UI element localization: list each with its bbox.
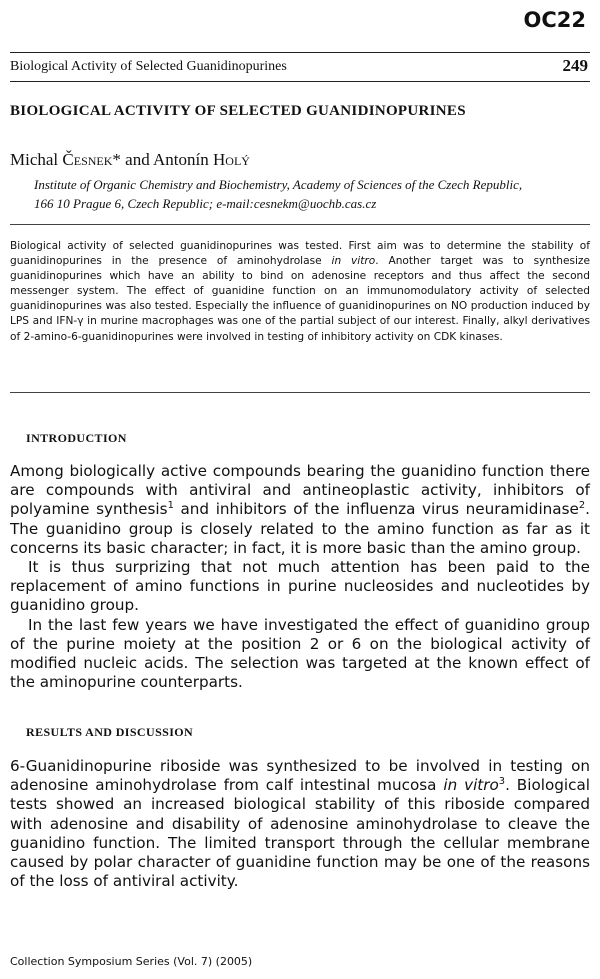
- author-2-first: Antonín: [153, 150, 214, 169]
- citation-ref-3: 3: [498, 776, 506, 788]
- abstract: [10, 239, 590, 345]
- header-rule-top: [10, 52, 590, 53]
- abstract-rule-bottom: [10, 392, 590, 393]
- intro-p1-text-c: . The guanidino group is closely related to the amino function as far as it concerns its basic character; in fact, it is more basic than the amino group.: [10, 500, 590, 557]
- corresponding-mark: *: [112, 150, 121, 169]
- citation-ref-1: 1: [167, 500, 174, 512]
- intro-p1-text-a: Among biologically active compounds bearing the guanidino function there are compounds with antiviral and antineoplastic activity, inhibitors of polyamine synthesis: [10, 462, 590, 519]
- conference-code: OC22: [523, 8, 586, 32]
- results-heading: RESULTS AND DISCUSSION: [26, 725, 194, 739]
- abstract-rule-top: [10, 224, 590, 225]
- affiliation-line-1: Institute of Organic Chemistry and Biochemistry, Academy of Sciences of the Czech Republic,: [34, 177, 523, 192]
- results-paragraph-1: [10, 757, 590, 891]
- footer-series: Collection Symposium Series (Vol. 7) (2005): [10, 955, 253, 968]
- introduction-paragraph-3: In the last few years we have investigated the effect of guanidino group of the purine moiety at the position 2 or 6 on the biological activity of modified nucleic acids. The selection was targeted at the known effect of the aminopurine counterparts.: [10, 615, 590, 692]
- running-head: Biological Activity of Selected Guanidinopurines: [10, 59, 287, 74]
- intro-p1-text-b: and inhibitors of the influenza virus neuramidinase: [173, 500, 579, 519]
- results-italic: in vitro: [443, 776, 499, 795]
- page-number: 249: [562, 56, 588, 75]
- results-p1-text-a: 6-Guanidinopurine riboside was synthesized to be involved in testing on adenosine aminohydrolase from calf intestinal mucosa: [10, 757, 590, 795]
- affiliation: [34, 175, 574, 213]
- article-title: BIOLOGICAL ACTIVITY OF SELECTED GUANIDINOPURINES: [10, 103, 466, 119]
- affiliation-line-2: 166 10 Prague 6, Czech Republic; e-mail:cesnekm@uochb.cas.cz: [34, 196, 377, 211]
- author-2-last: Holý: [213, 150, 250, 169]
- citation-ref-2: 2: [578, 500, 586, 512]
- results-body: [10, 757, 590, 891]
- author-1-last: Česnek: [62, 150, 113, 169]
- abstract-text-1: Biological activity of selected guanidinopurines was tested. First aim was to determine the stability of guanidinopurines in the presence of aminohydrolase: [10, 240, 590, 268]
- author-1-first: Michal: [10, 150, 63, 169]
- abstract-italic: in vitro: [331, 255, 376, 268]
- author-conjunction: and: [120, 150, 154, 169]
- authors: [10, 150, 250, 170]
- results-p1-text-b: . Biological tests showed an increased biological stability of this riboside compared with adenosine and disability of adenosine aminohydrolase to cleave the guanidino function. The limited transport through the cellular membrane caused by polar character of guanidine function may be one of the reasons of the loss of antiviral activity.: [10, 776, 590, 891]
- header-rule-bottom: [10, 81, 590, 82]
- abstract-text-2: . Another target was to synthesize guanidinopurines which have an ability to bind on adenosine receptors and thus affect the second messenger system. The effect of guanidine function on an immunomodulatory activity of selected guanidinopurines was also tested. Especially the influence of guanidinopurines on NO production induced by LPS and IFN-γ in murine macrophages was one of the partial subject of our interest. Finally, alkyl derivatives of 2-amino-6-guanidinopurines were involved in testing of inhibitory activity on CDK kinases.: [10, 255, 591, 343]
- introduction-paragraph-1: [10, 462, 590, 558]
- introduction-heading: INTRODUCTION: [26, 431, 127, 445]
- introduction-paragraph-2: It is thus surprizing that not much attention has been paid to the replacement of amino functions in purine nucleosides and nucleotides by guanidino group.: [10, 558, 590, 615]
- introduction-body: [10, 462, 590, 692]
